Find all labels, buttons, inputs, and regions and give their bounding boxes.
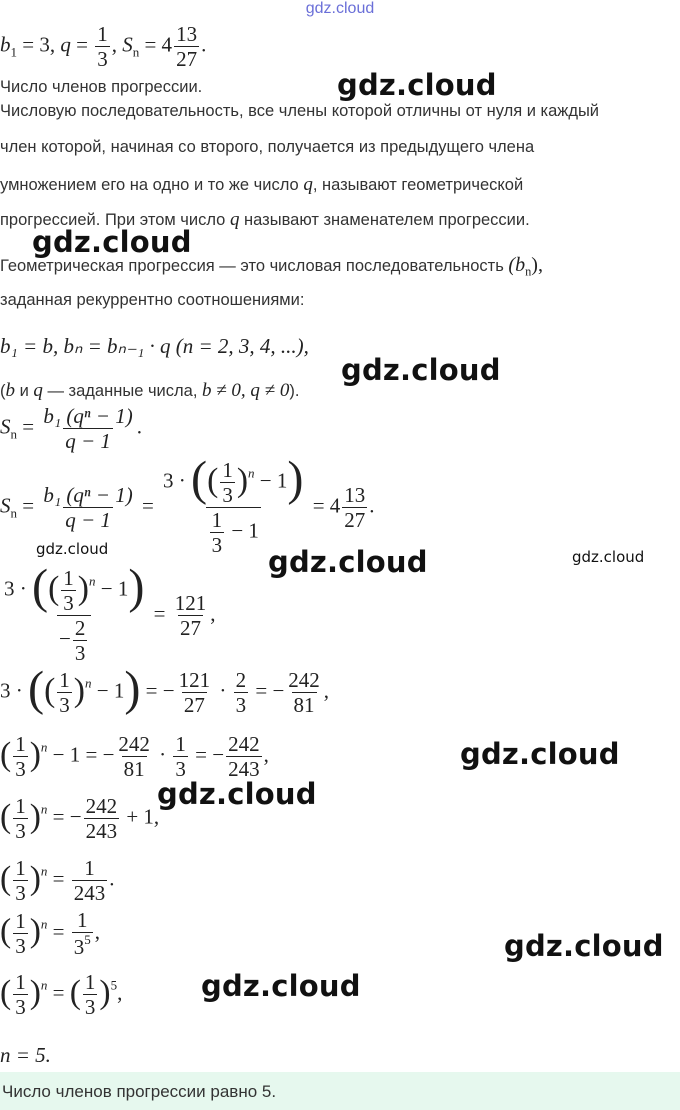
sub-dot: . — [369, 493, 375, 518]
step4-pio: ( — [44, 671, 56, 709]
step5-f2n: 1 — [175, 732, 186, 756]
step5-mid: − 1 = − — [47, 742, 115, 767]
step5-comma: , — [263, 742, 269, 767]
step8-fn: 1 — [76, 908, 88, 932]
step6-tail: + 1, — [121, 804, 160, 829]
step5-exp: n — [40, 739, 48, 755]
step9-pc: ) — [29, 973, 41, 1011]
given-line — [0, 22, 206, 71]
step3-minus1: − 1 — [95, 576, 129, 601]
definition-line-1: Числовую последовательность, все члены которой отличны от нуля и каждый — [0, 102, 600, 120]
sub-paren-close: ) — [287, 452, 304, 506]
step9-exp: n — [40, 977, 48, 993]
sub-rhs-den: 27 — [344, 508, 366, 533]
step4-f1 — [177, 668, 213, 717]
step7-eq: = — [47, 866, 70, 891]
step9-eq: = — [47, 980, 70, 1005]
sn-frac-num: 13 — [176, 22, 198, 46]
step4-three: 3 · — [0, 678, 28, 703]
step4-f3n: 242 — [288, 668, 320, 692]
sn-fraction — [174, 22, 199, 71]
s-symbol: S — [122, 32, 133, 57]
sn-dot: . — [136, 414, 142, 439]
step8-fd — [72, 932, 93, 959]
answer-text: Число членов прогрессии равно 5. — [2, 1082, 277, 1101]
step5-f2 — [173, 732, 188, 781]
step4-comma: , — [323, 678, 330, 703]
note-a: ( — [0, 382, 6, 400]
sub-paren-inner-open: ( — [207, 461, 219, 499]
sub-den-third-den: 3 — [211, 533, 223, 558]
step-8-formula — [0, 908, 100, 959]
step4-minus1: − 1 — [91, 678, 125, 703]
step4-f2n: 2 — [235, 668, 247, 692]
sub-numeric-fraction — [161, 452, 305, 558]
step7-dot: . — [109, 866, 115, 891]
step3-po: ( — [32, 560, 49, 614]
step3-pc: ) — [128, 560, 145, 614]
step6-third-den: 3 — [15, 819, 26, 844]
def4-q: q — [229, 209, 240, 230]
step8-exp: n — [40, 916, 48, 932]
sub-sub: n — [10, 505, 18, 521]
step8-fd-exp: 5 — [84, 932, 91, 948]
step-4-formula — [0, 662, 330, 718]
sub-rhs: = 4 — [307, 493, 341, 518]
step3-minus: − — [59, 626, 71, 651]
step3-third-den: 3 — [63, 591, 74, 616]
watermark-8: gdz.cloud — [157, 777, 317, 811]
step7-fd: 243 — [73, 881, 106, 906]
sub-numeric-den — [206, 507, 261, 557]
given-eq3: = 4 — [139, 32, 173, 57]
step4-third-num: 1 — [59, 668, 70, 692]
step8-comma: , — [94, 919, 100, 944]
q-frac-den: 3 — [97, 47, 108, 72]
step5-f3n: 242 — [228, 732, 260, 756]
sub-rhs-fraction — [342, 483, 367, 532]
step7-third — [13, 856, 28, 905]
watermark-2: gdz.cloud — [32, 225, 192, 259]
step8-third — [13, 909, 28, 958]
step4-dot: · — [214, 678, 232, 703]
step-7-formula — [0, 856, 114, 905]
step9-comma: , — [117, 980, 123, 1005]
step3-rhs — [173, 591, 209, 640]
step8-fd-base: 3 — [73, 934, 85, 959]
step3-pic: ) — [77, 569, 89, 607]
step-5-formula — [0, 732, 269, 781]
step8-po: ( — [0, 912, 12, 950]
step3-comma: , — [210, 601, 216, 626]
step8-f — [72, 908, 93, 959]
sn-eq: = — [17, 414, 40, 439]
watermark-4: gdz.cloud — [36, 540, 109, 558]
sub-three: 3 · — [163, 468, 192, 493]
step6-fd: 243 — [85, 819, 118, 844]
step9-exp2: 5 — [110, 977, 118, 993]
step3-tt-num: 2 — [74, 616, 86, 641]
def5-text: Геометрическая прогрессия — это числовая последовательность — [0, 257, 509, 275]
sub-den-minus: − 1 — [226, 518, 259, 543]
step4-eq2: = − — [250, 678, 285, 703]
watermark-9: gdz.cloud — [504, 929, 664, 963]
step5-dot: · — [153, 742, 172, 767]
sub-third-den: 3 — [222, 483, 233, 508]
step8-eq: = — [47, 919, 70, 944]
definition-line-2: член которой, начиная со второго, получается из предыдущего члена — [0, 138, 535, 156]
given-eq2: = — [70, 32, 94, 57]
step-6-formula — [0, 794, 159, 843]
step5-f3 — [226, 732, 262, 781]
watermark-1: gdz.cloud — [337, 68, 497, 102]
step6-pc: ) — [29, 797, 41, 835]
step9-third2-num: 1 — [84, 970, 96, 994]
step5-third-num: 1 — [15, 732, 26, 756]
step6-exp: n — [40, 801, 48, 817]
step7-po: ( — [0, 859, 12, 897]
sub-numeric-num — [161, 452, 305, 508]
step3-num — [2, 560, 146, 616]
sn-s: S — [0, 414, 11, 439]
step3-third-num: 1 — [63, 566, 74, 590]
given-dot: . — [201, 32, 207, 57]
q-frac-num: 1 — [97, 22, 108, 46]
def5-bn: (b — [508, 254, 526, 276]
sub-minus1: − 1 — [254, 468, 288, 493]
watermark-top: gdz.cloud — [305, 0, 375, 17]
step4-f2d: 3 — [235, 693, 247, 718]
step5-f1d: 81 — [123, 757, 145, 782]
step3-rhs-num: 121 — [174, 591, 207, 616]
sub-eq: = — [17, 493, 40, 518]
note-b: b — [5, 380, 15, 401]
step5-po: ( — [0, 735, 12, 773]
step5-f1 — [116, 732, 152, 781]
step8-pc: ) — [29, 912, 41, 950]
def3-text-a: умножением его на одно и то же число — [0, 176, 304, 194]
recurrence-formula: b₁ = b, bₙ = bₙ₋₁ · q (n = 2, 3, 4, ...), — [0, 334, 309, 358]
step4-po: ( — [28, 662, 45, 716]
step9-third2 — [83, 970, 98, 1019]
step9-po2: ( — [69, 973, 81, 1011]
q-symbol: q — [60, 32, 71, 57]
step6-third — [13, 794, 28, 843]
step4-third-den: 3 — [59, 693, 70, 718]
sub-third — [220, 458, 235, 507]
step9-po: ( — [0, 973, 12, 1011]
sub-s: S — [0, 493, 11, 518]
step3-den — [57, 615, 91, 665]
step9-pc2: ) — [99, 973, 111, 1011]
step4-f3d: 81 — [293, 693, 315, 718]
step6-third-num: 1 — [15, 794, 26, 818]
step3-tt-den: 3 — [74, 641, 86, 666]
sn-formula — [0, 404, 142, 453]
n-result: n = 5. — [0, 1043, 51, 1067]
step3-exp: n — [88, 573, 96, 589]
watermark-6: gdz.cloud — [572, 548, 645, 566]
step3-three: 3 · — [4, 576, 32, 601]
step6-fn: 242 — [85, 794, 118, 818]
step4-f3 — [286, 668, 322, 717]
step6-eq: = − — [47, 804, 82, 829]
sub-den-third-num: 1 — [211, 508, 223, 533]
definition-line-6: заданная рекуррентно соотношениями: — [0, 291, 305, 309]
sn-frac-den: 27 — [176, 47, 198, 72]
step7-pc: ) — [29, 859, 41, 897]
note-c: и — [15, 382, 34, 400]
step5-third — [13, 732, 28, 781]
def5-sub: n — [525, 264, 532, 279]
step4-pic: ) — [73, 671, 85, 709]
step7-third-den: 3 — [15, 881, 26, 906]
step8-third-num: 1 — [15, 908, 26, 933]
watermark-3: gdz.cloud — [341, 353, 501, 387]
sub-den-third — [210, 508, 225, 557]
step5-eq: = − — [189, 742, 225, 767]
note-f: b ≠ 0, q ≠ 0 — [202, 380, 290, 401]
watermark-7: gdz.cloud — [460, 737, 620, 771]
step4-eq: = − — [140, 678, 175, 703]
step9-third-num: 1 — [15, 970, 26, 994]
find-text: Число членов прогрессии. — [0, 78, 203, 96]
step4-f2 — [234, 668, 249, 717]
sn-general-num: b₁ (qⁿ − 1) — [43, 404, 133, 428]
def4-text-b: называют знаменателем прогрессии. — [239, 211, 530, 229]
watermark-10: gdz.cloud — [201, 969, 361, 1003]
step7-fn: 1 — [84, 856, 95, 880]
sub-general-fraction — [41, 483, 134, 532]
definition-line-3 — [0, 174, 523, 196]
watermark-5: gdz.cloud — [268, 545, 428, 579]
step3-third — [61, 566, 76, 615]
sub-rhs-num: 13 — [344, 483, 366, 508]
step4-third — [57, 668, 72, 717]
s-subscript: n — [132, 44, 140, 60]
step-3-formula — [0, 560, 216, 666]
step5-f3d: 243 — [228, 757, 260, 782]
b1-symbol: b — [0, 32, 11, 57]
sub-general-num: b₁ (qⁿ − 1) — [43, 483, 133, 508]
sub-exp: n — [248, 465, 255, 481]
def5-close: ), — [531, 254, 543, 276]
step6-f — [84, 794, 120, 843]
sub-paren-inner-close: ) — [236, 461, 248, 499]
def4-text-a: прогрессией. При этом число — [0, 211, 230, 229]
given-eq1: = 3, — [17, 32, 61, 57]
step9-third2-den: 3 — [84, 995, 96, 1020]
step8-third-den: 3 — [15, 934, 26, 959]
sub-paren-open: ( — [191, 452, 208, 506]
step7-exp: n — [40, 863, 48, 879]
step4-f1n: 121 — [178, 668, 211, 692]
step3-eq: = — [148, 601, 171, 626]
def3-text-b: , называют геометрической — [312, 176, 524, 194]
sn-general-fraction — [41, 404, 134, 453]
step3-pio: ( — [48, 569, 60, 607]
sub-eq2: = — [136, 493, 160, 518]
step5-pc: ) — [29, 735, 41, 773]
sub-general-den: q − 1 — [65, 508, 111, 533]
step7-third-num: 1 — [15, 856, 26, 880]
note-line — [0, 380, 299, 402]
step6-po: ( — [0, 797, 12, 835]
step3-two-thirds — [73, 616, 88, 665]
step3-rhs-den: 27 — [180, 616, 202, 641]
step4-pc: ) — [124, 662, 141, 716]
note-d: q — [33, 380, 43, 401]
step3-left-fraction — [2, 560, 146, 666]
sub-third-num: 1 — [222, 458, 233, 482]
step5-third-den: 3 — [15, 757, 26, 782]
def3-q: q — [303, 174, 313, 195]
sn-sub: n — [10, 426, 18, 442]
q-fraction — [95, 22, 110, 71]
step4-f1d: 27 — [183, 693, 205, 718]
step7-f — [72, 856, 108, 905]
given-comma: , — [111, 32, 123, 57]
step5-f1n: 242 — [118, 732, 150, 756]
b1-subscript: 1 — [10, 44, 18, 60]
note-g: ). — [289, 382, 300, 400]
note-e: — заданные числа, — [42, 382, 202, 400]
step-9-formula — [0, 970, 122, 1019]
sn-general-den: q − 1 — [65, 429, 111, 454]
step5-f2d: 3 — [175, 757, 186, 782]
step9-third — [13, 970, 28, 1019]
step9-third-den: 3 — [15, 995, 26, 1020]
step4-exp: n — [84, 675, 92, 691]
